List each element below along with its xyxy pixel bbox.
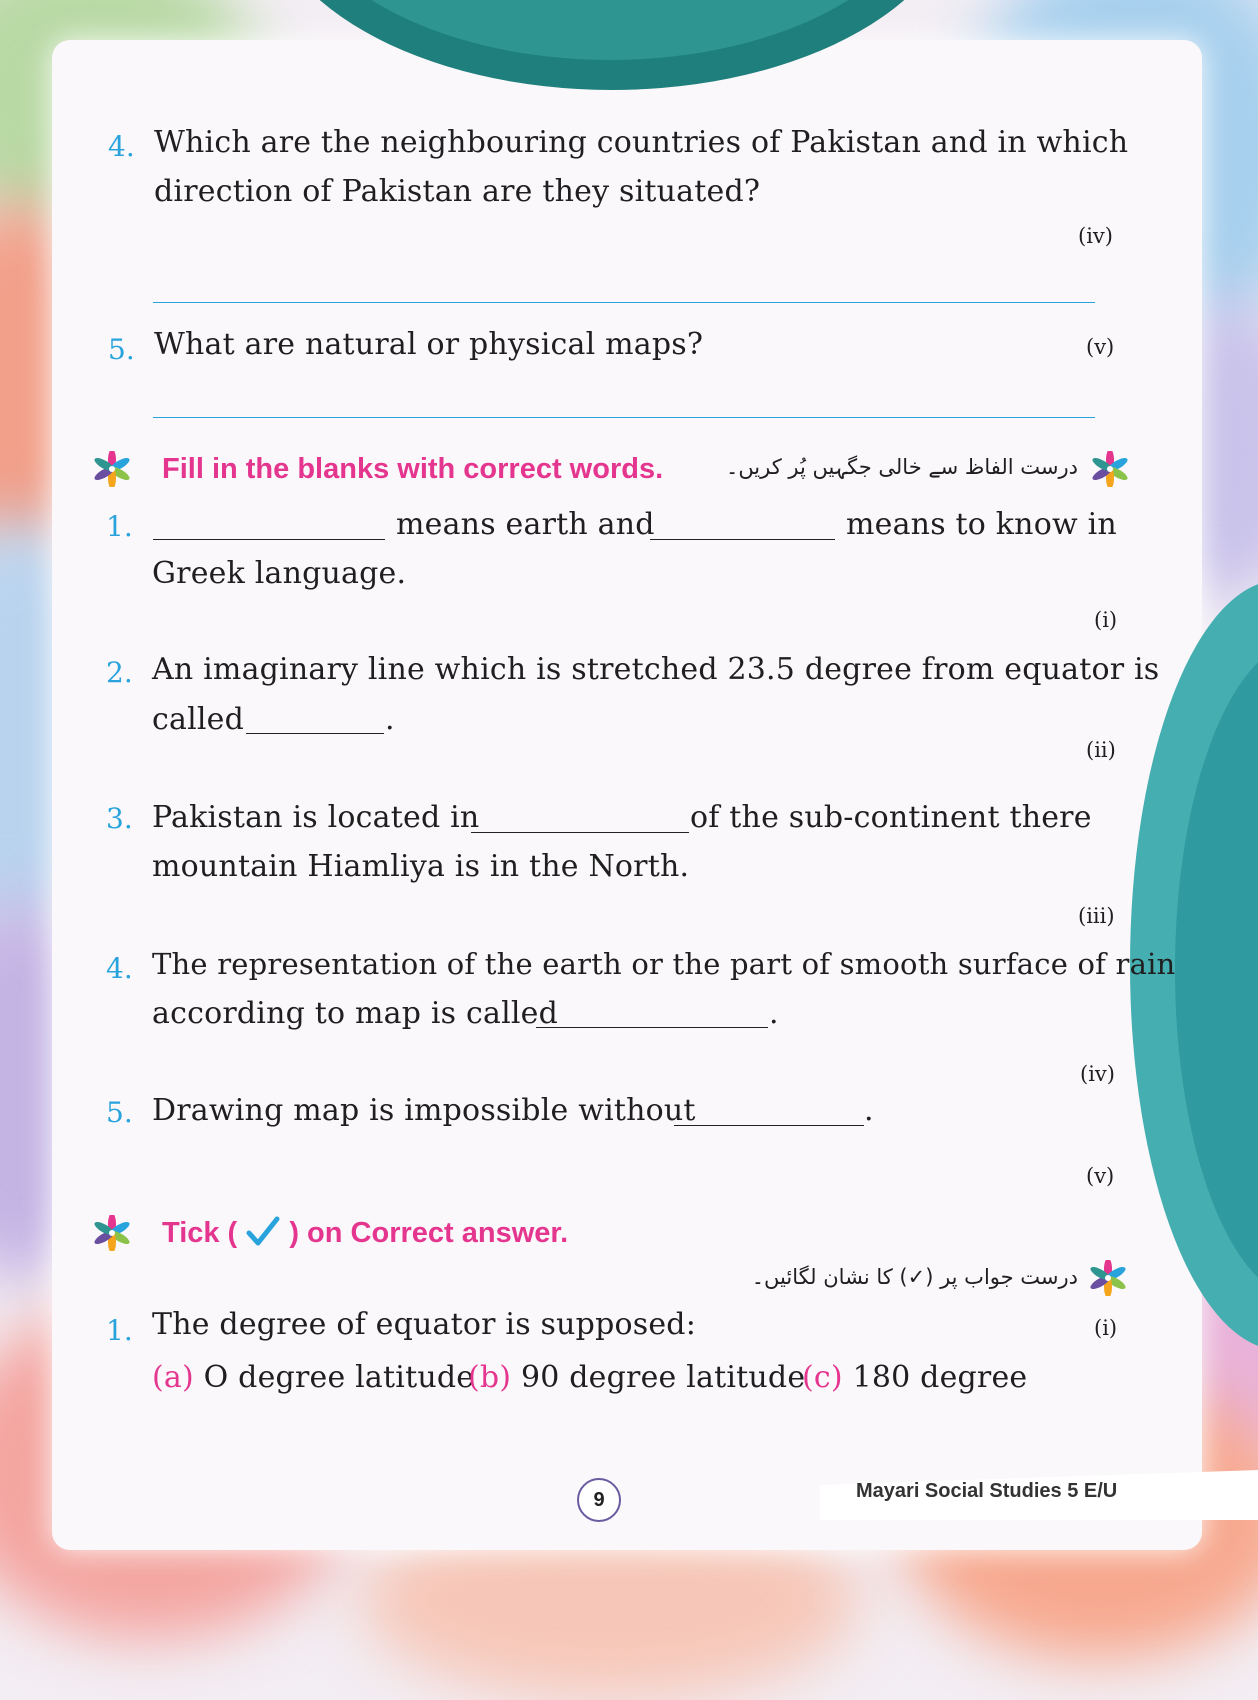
roman-numeral: (v): [1086, 1164, 1115, 1188]
option-a-label: (a): [152, 1360, 194, 1395]
question-text-period: .: [769, 996, 779, 1031]
blank-field[interactable]: [674, 1099, 864, 1126]
option-b[interactable]: [468, 1360, 805, 1395]
tick-heading-urdu: درست جواب پر (✓) کا نشان لگائیں۔: [751, 1265, 1078, 1289]
fill-blanks-heading-urdu: درست الفاظ سے خالی جگہیں پُر کریں۔: [726, 455, 1078, 479]
option-a-text: O degree latitude: [203, 1360, 475, 1395]
question-number: 3.: [106, 802, 133, 835]
question-text-line1-post: of the sub-continent there: [690, 800, 1092, 835]
roman-numeral: (iv): [1078, 224, 1113, 248]
question-text-period: .: [385, 702, 395, 737]
page-number: 9: [577, 1478, 621, 1522]
roman-numeral: (v): [1086, 335, 1115, 359]
option-c[interactable]: [802, 1360, 1027, 1395]
flower-icon: [1092, 451, 1128, 487]
question-text-line1: The representation of the earth or the part of smooth surface of rain: [152, 947, 1176, 981]
question-number: 5.: [108, 333, 135, 366]
option-a[interactable]: [152, 1360, 474, 1395]
question-text-part-a: means earth and: [396, 507, 655, 542]
question-text: What are natural or physical maps?: [154, 327, 704, 362]
question-text-period: .: [864, 1093, 874, 1128]
tick-heading: [162, 1216, 568, 1250]
question-number: 4.: [106, 952, 133, 985]
question-text-line2: Greek language.: [152, 556, 407, 591]
blank-field[interactable]: [153, 513, 385, 540]
question-text-line2: called: [152, 702, 245, 737]
blank-field[interactable]: [536, 1001, 768, 1028]
flower-icon: [94, 1215, 130, 1251]
roman-numeral: (iv): [1080, 1062, 1115, 1086]
answer-line[interactable]: [153, 302, 1095, 303]
question-number: 1.: [106, 1314, 133, 1347]
question-text-line2: mountain Hiamliya is in the North.: [152, 849, 690, 884]
option-c-label: (c): [802, 1360, 843, 1395]
question-text-part-b: means to know in: [846, 507, 1117, 542]
blank-field[interactable]: [471, 806, 689, 833]
flower-icon: [1090, 1260, 1126, 1296]
option-b-label: (b): [468, 1360, 512, 1395]
answer-line[interactable]: [153, 417, 1095, 418]
tick-heading-pre: Tick (: [162, 1217, 238, 1249]
roman-numeral: (i): [1094, 1316, 1118, 1340]
question-text-line1: An imaginary line which is stretched 23.5 degree from equator is: [152, 652, 1160, 687]
checkmark-icon: [245, 1216, 281, 1248]
question-text: The degree of equator is supposed:: [152, 1307, 697, 1342]
tick-heading-post: ) on Correct answer.: [289, 1217, 569, 1249]
question-number: 5.: [106, 1096, 133, 1129]
flower-icon: [94, 451, 130, 487]
question-text-line1: Which are the neighbouring countries of Pakistan and in which: [154, 125, 1129, 160]
roman-numeral: (iii): [1078, 904, 1115, 928]
blank-field[interactable]: [246, 707, 384, 734]
question-number: 1.: [106, 510, 133, 543]
question-number: 2.: [106, 656, 133, 689]
book-title: Mayari Social Studies 5 E/U: [856, 1480, 1118, 1502]
blank-field[interactable]: [650, 513, 835, 540]
question-text-line1-pre: Pakistan is located in: [152, 800, 480, 835]
fill-blanks-heading: Fill in the blanks with correct words.: [162, 453, 664, 485]
option-b-text: 90 degree latitude: [520, 1360, 806, 1395]
question-text-pre: Drawing map is impossible without: [152, 1093, 696, 1128]
option-c-text: 180 degree: [852, 1360, 1028, 1395]
question-text-line2-pre: according to map is called: [152, 996, 559, 1031]
roman-numeral: (ii): [1086, 738, 1116, 762]
question-number: 4.: [108, 130, 135, 163]
roman-numeral: (i): [1094, 608, 1118, 632]
question-text-line2: direction of Pakistan are they situated?: [154, 174, 761, 209]
